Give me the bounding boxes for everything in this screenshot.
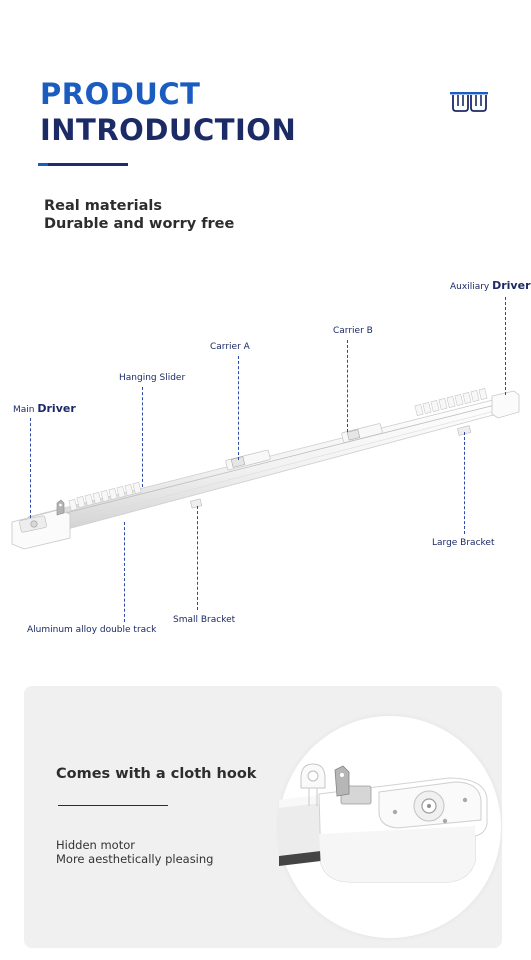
card-divider: [58, 805, 168, 806]
motor-closeup-image: [279, 716, 501, 938]
card-title: Comes with a cloth hook: [56, 766, 257, 782]
curtain-rail-icon: [450, 92, 488, 112]
label-hanging-slider: Hanging Slider: [119, 373, 186, 383]
title-line-2: INTRODUCTION: [40, 113, 297, 147]
label-auxiliary-driver-bold: Driver: [492, 279, 531, 292]
label-main-driver-prefix: Main: [13, 405, 35, 415]
leader-line-aluminum-track: [124, 522, 125, 622]
leader-line-main-driver: [30, 418, 31, 518]
label-auxiliary-driver-prefix: Auxiliary: [450, 282, 490, 292]
title-underline: [42, 163, 128, 166]
leader-line-large-bracket: [464, 432, 465, 534]
leader-line-auxiliary-driver: [505, 297, 506, 395]
label-auxiliary-driver: [450, 279, 531, 292]
motor-closeup-illustration: [279, 716, 501, 938]
card-desc-line-1: Hidden motor: [56, 838, 135, 852]
label-main-driver: [13, 402, 76, 415]
label-aluminum-track: Aluminum alloy double track: [27, 625, 157, 635]
leader-line-hanging-slider: [142, 387, 143, 487]
label-main-driver-bold: Driver: [37, 402, 76, 415]
card-description: [56, 839, 213, 866]
intro-line-2: Durable and worry free: [44, 216, 235, 232]
intro-text: [44, 197, 234, 233]
label-small-bracket: Small Bracket: [173, 615, 236, 625]
page-title: [40, 76, 296, 148]
leader-line-carrier-b: [347, 340, 348, 432]
card-desc-line-2: More aesthetically pleasing: [56, 851, 214, 866]
label-carrier-a: Carrier A: [210, 342, 250, 352]
label-large-bracket: Large Bracket: [432, 538, 495, 548]
intro-line-1: Real materials: [44, 198, 162, 214]
label-carrier-b: Carrier B: [333, 326, 373, 336]
leader-line-small-bracket: [197, 506, 198, 610]
leader-line-carrier-a: [238, 356, 239, 460]
title-line-1: PRODUCT: [40, 77, 201, 111]
